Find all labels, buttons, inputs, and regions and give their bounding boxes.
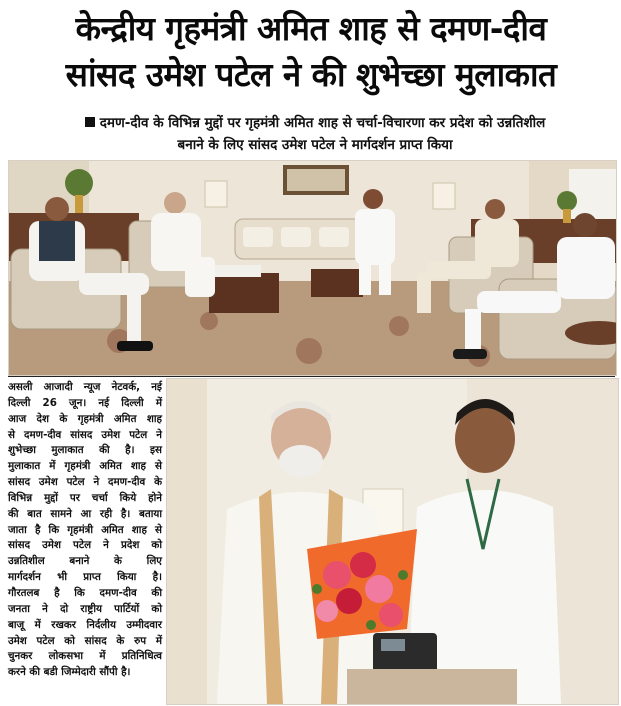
square-bullet-icon — [85, 117, 95, 127]
article-line: उमेश पटेल को सांसद के रुप में — [8, 634, 162, 647]
article-line: दिल्ली 26 जून। नई दिल्ली में — [8, 396, 162, 409]
subdeck-line-1: दमण-दीव के विभिन्न मुद्दों पर गृहमंत्री अमित शाह से चर्चा-विचारणा कर प्रदेश को उन्नतिशील — [99, 115, 546, 131]
subdeck-line-2: बनाने के लिए सांसद उमेश पटेल ने मार्गदर्शन प्राप्त किया — [177, 137, 453, 153]
article-line: आज देश के गृहमंत्री अमित शाह — [8, 412, 162, 425]
meeting-room-photo-icon — [9, 161, 616, 375]
meeting-photo — [8, 160, 617, 376]
article-line: जनता ने दो राष्ट्रीय पार्टियों को — [8, 602, 162, 615]
headline — [8, 6, 614, 98]
article-line: से दमण-दीव सांसद उमेश पटेल ने — [8, 428, 162, 441]
article-line: मुलाकात में गृहमंत्री अमित शाह से — [8, 460, 162, 473]
article-line: करने की बडी जिम्मेदारी सौंपी है। — [8, 666, 131, 679]
article-line: उन्नतिशील बनाने के लिए — [8, 555, 162, 568]
article-line: सांसद उमेश पटेल ने प्रदेश को — [8, 539, 162, 552]
article-line: विभिन्न मुद्दों पर चर्चा किये होने — [8, 491, 162, 504]
bouquet-greeting-photo-icon — [167, 379, 618, 704]
greeting-photo — [166, 378, 619, 705]
article-line: मार्गदर्शन भी प्राप्त किया है। — [8, 571, 162, 584]
headline-line-2: सांसद उमेश पटेल ने की शुभेच्छा मुलाकात — [65, 55, 557, 94]
subdeck — [20, 112, 610, 156]
divider — [8, 376, 615, 377]
article-line: सांसद उमेश पटेल ने दमण-दीव के — [8, 476, 162, 489]
article-line: असली आजादी न्यूज नेटवर्क, नई — [8, 381, 162, 393]
article-line: शुभेच्छा मुलाकात की है। इस — [8, 444, 162, 457]
article-line: की बात सामने आ रही है। बताया — [8, 507, 162, 520]
article-line: बाजू में रखकर निर्दलीय उम्मीदवार — [8, 618, 162, 631]
article-body — [8, 380, 162, 681]
article-line: गौरतलब है कि दमण-दीव की — [8, 586, 162, 599]
article-line: जाता है कि गृहमंत्री अमित शाह से — [8, 523, 162, 536]
article-line: चुनकर लोकसभा में प्रतिनिधित्व — [8, 650, 162, 663]
headline-line-1: केन्द्रीय गृहमंत्री अमित शाह से दमण-दीव — [75, 9, 547, 48]
